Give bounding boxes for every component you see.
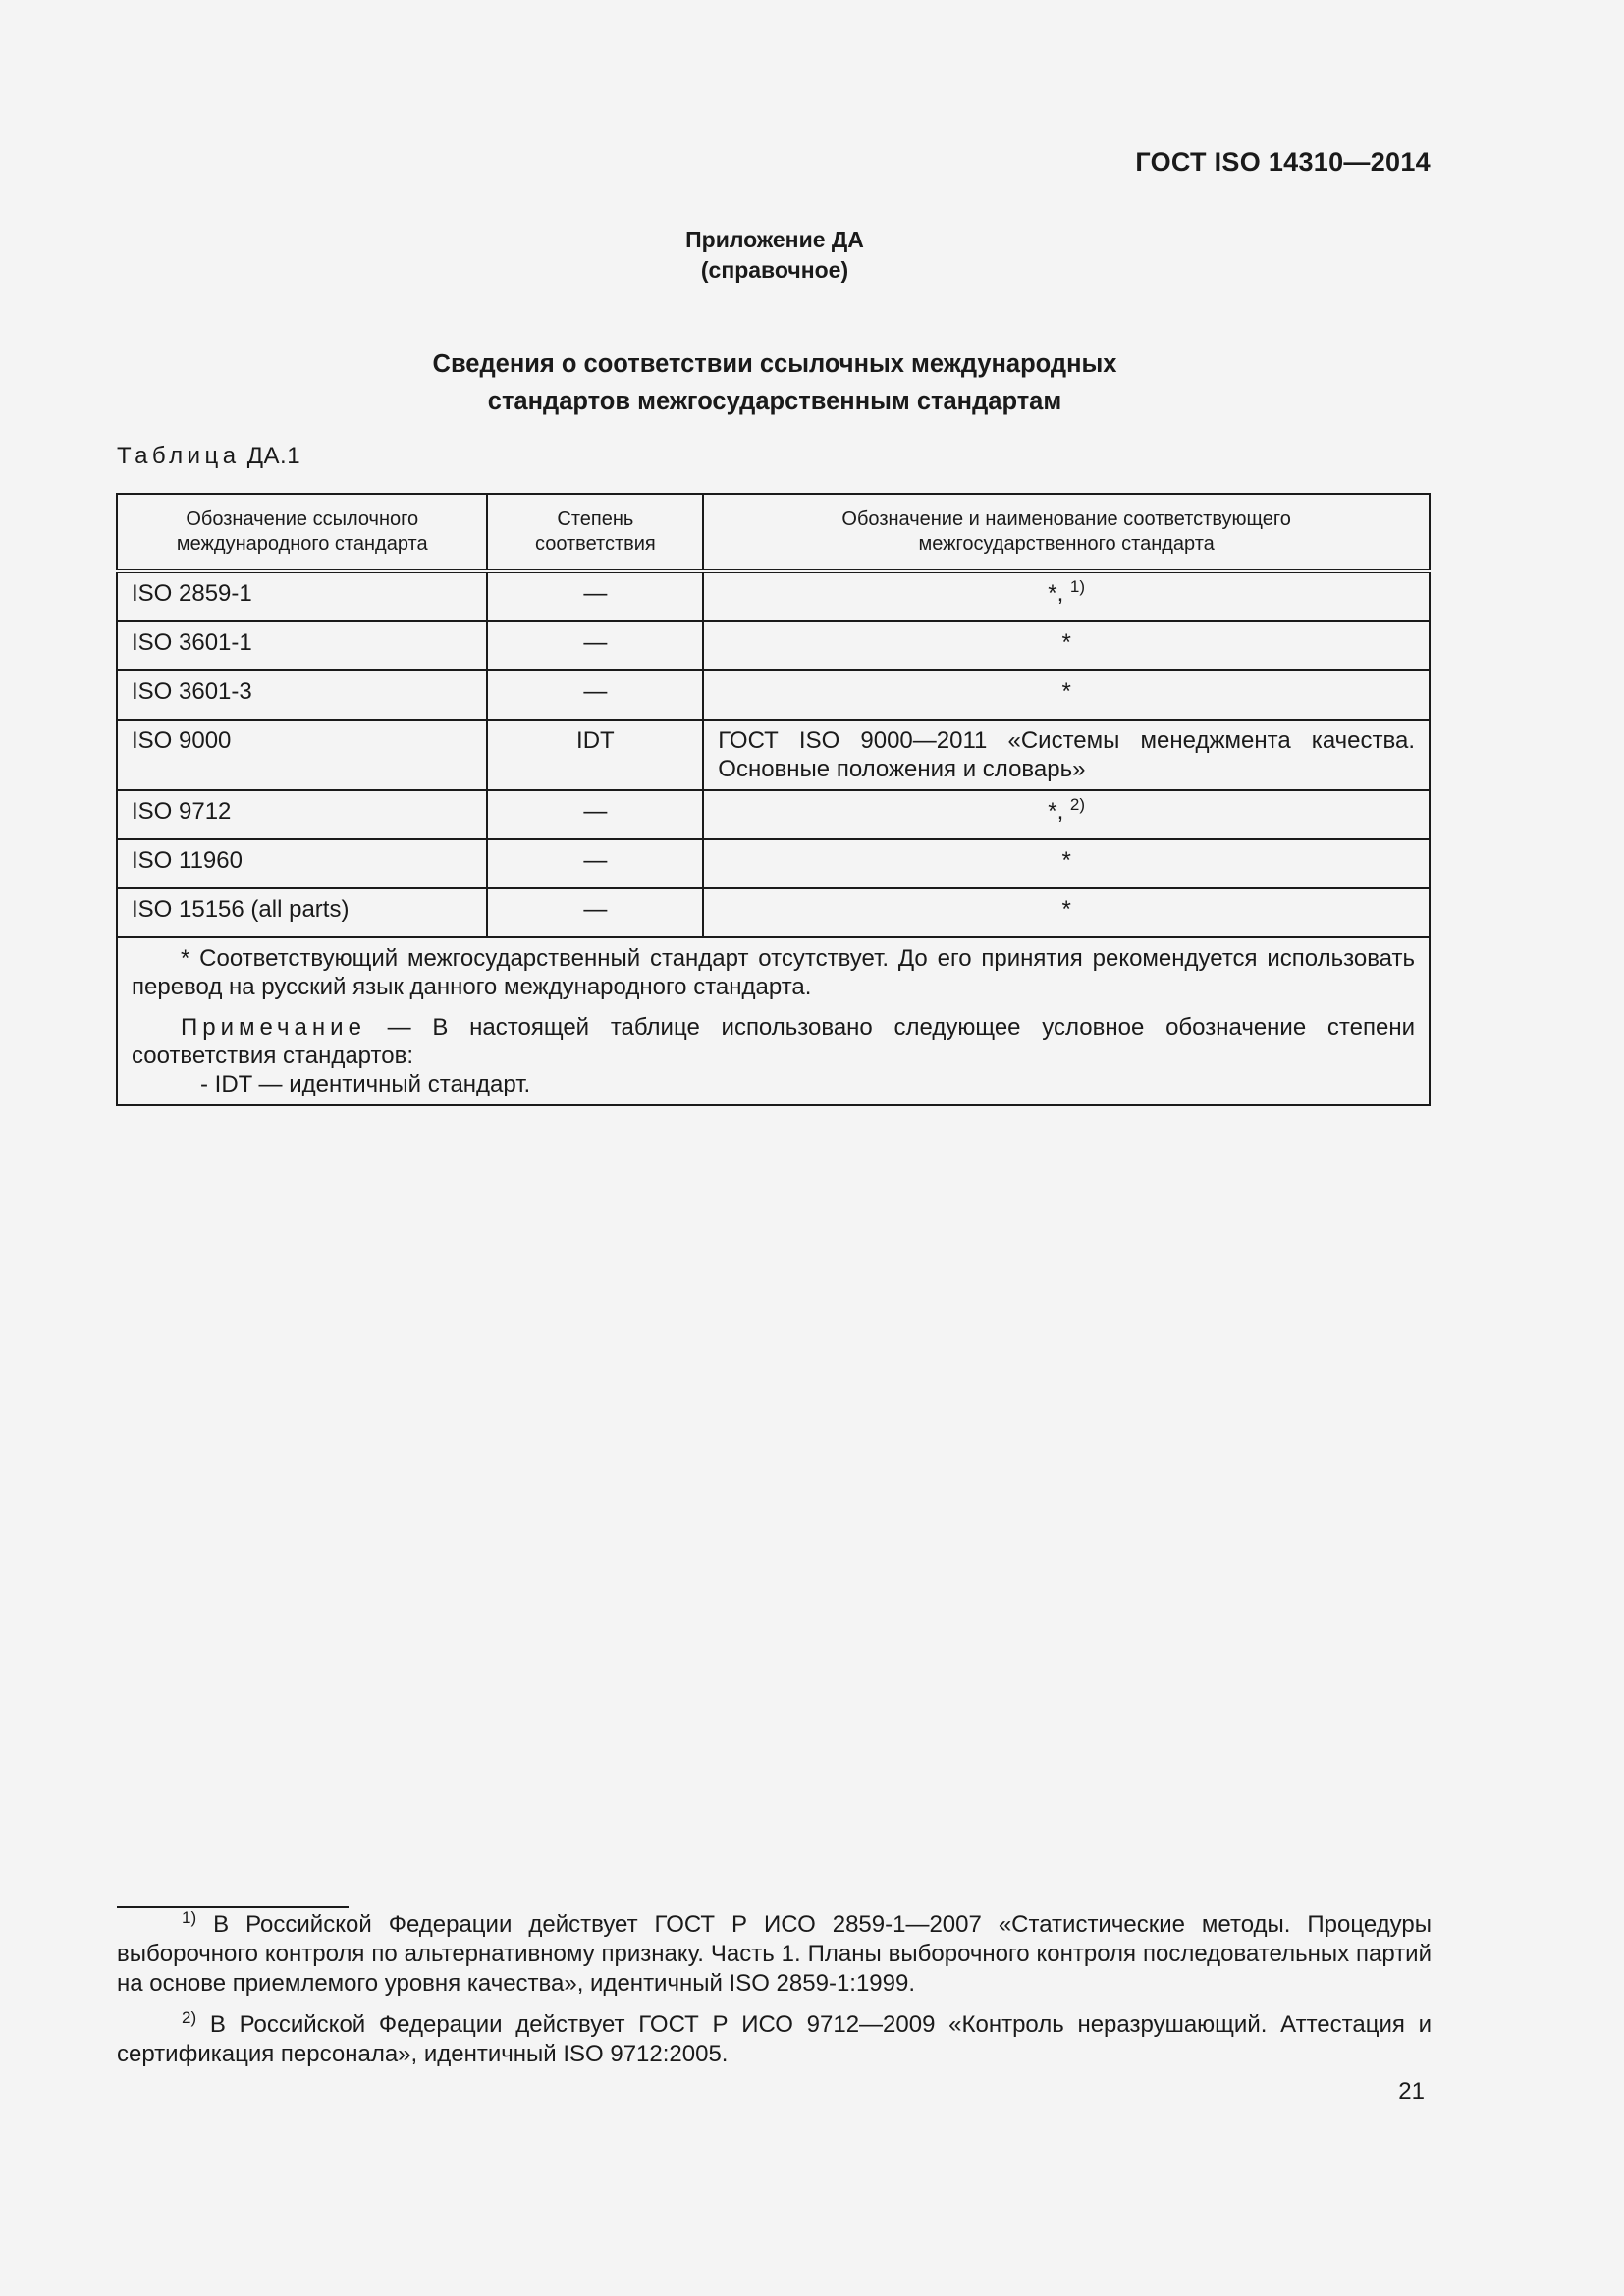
footnote-ref-1: 1) [1069,577,1086,596]
asterisk-note: * Соответствующий межгосударственный стандарт отсутствует. До его принятия рекомендуется использовать перевод на русский язык данного международного стандарта. [132,945,1415,1000]
header-col2-line1: Степень [557,508,634,530]
standards-table [116,493,1431,1106]
cell-standard: * [703,839,1430,888]
note-text: — В настоящей таблице использовано следующее условное обозначение степени соответствия стандартов: [132,1014,1415,1069]
cell-ref: ISO 3601-3 [117,670,487,720]
footnote-1 [117,1910,1432,1999]
cell-degree: — [487,670,703,720]
page-number: 21 [1398,2078,1425,2105]
table-note [132,1013,1415,1070]
section-title-line-2: стандартов межгосударственным стандартам [487,388,1062,415]
cell-ref: ISO 11960 [117,839,487,888]
footnote-2 [117,2010,1432,2069]
table-row [117,720,1430,790]
cell-standard-text: *, [1048,798,1064,825]
header-interstate-standard [703,494,1430,571]
table-caption [117,443,300,470]
cell-standard [703,571,1430,621]
cell-standard [703,790,1430,839]
header-col3-line1: Обозначение и наименование соответствующего [841,508,1291,530]
footnotes [117,1910,1432,2069]
section-title [0,346,1549,420]
cell-standard: * [703,670,1430,720]
table-notes [117,937,1430,1105]
table-row [117,571,1430,621]
table-caption-number: ДА.1 [246,443,301,469]
table-row [117,888,1430,937]
cell-standard-text: *, [1048,580,1064,607]
cell-standard: ГОСТ ISO 9000—2011 «Системы менеджмента качества. Основные положения и словарь» [703,720,1430,790]
cell-degree: — [487,888,703,937]
cell-degree: — [487,621,703,670]
note-list-item: - IDT — идентичный стандарт. [200,1071,531,1097]
cell-degree: — [487,839,703,888]
cell-ref: ISO 2859-1 [117,571,487,621]
table-row [117,670,1430,720]
header-degree [487,494,703,571]
header-col1-line2: международного стандарта [176,533,428,555]
footnote-divider [117,1906,349,1908]
footnote-ref-2: 2) [1069,795,1086,814]
cell-ref: ISO 9000 [117,720,487,790]
document-code: ГОСТ ISO 14310—2014 [1135,147,1431,177]
footnote-2-text: В Российской Федерации действует ГОСТ Р ИСО 9712—2009 «Контроль неразрушающий. Аттестация и сертификация персонала», идентичный ISO 9712:2005. [117,2011,1432,2067]
note-label: Примечание [181,1014,366,1041]
appendix-title: Приложение ДА [685,227,864,252]
table-header-row [117,494,1430,571]
cell-ref: ISO 3601-1 [117,621,487,670]
header-col3-line2: межгосударственного стандарта [918,533,1215,555]
footnote-1-text: В Российской Федерации действует ГОСТ Р ИСО 2859-1—2007 «Статистические методы. Процедуры выборочного контроля по альтернативному признаку. Часть 1. Планы выборочного контроля последовательных партий на основе приемлемого уровня качества», идентичный ISO 2859-1:1999. [117,1911,1432,1997]
table-notes-row [117,937,1430,1105]
table-row [117,839,1430,888]
header-col1-line1: Обозначение ссылочного [186,508,419,530]
cell-degree: IDT [487,720,703,790]
cell-standard: * [703,621,1430,670]
footnote-mark-2: 2) [182,2008,197,2027]
cell-ref: ISO 15156 (all parts) [117,888,487,937]
section-title-line-1: Сведения о соответствии ссылочных международных [432,350,1117,378]
table-caption-word: Таблица [117,443,241,469]
cell-standard: * [703,888,1430,937]
cell-degree: — [487,571,703,621]
header-reference-standard [117,494,487,571]
appendix-heading [0,225,1549,286]
table-row [117,790,1430,839]
cell-ref: ISO 9712 [117,790,487,839]
table-row [117,621,1430,670]
footnote-mark-1: 1) [182,1908,197,1927]
cell-degree: — [487,790,703,839]
appendix-subtitle: (справочное) [700,257,849,283]
header-col2-line2: соответствия [534,533,656,555]
